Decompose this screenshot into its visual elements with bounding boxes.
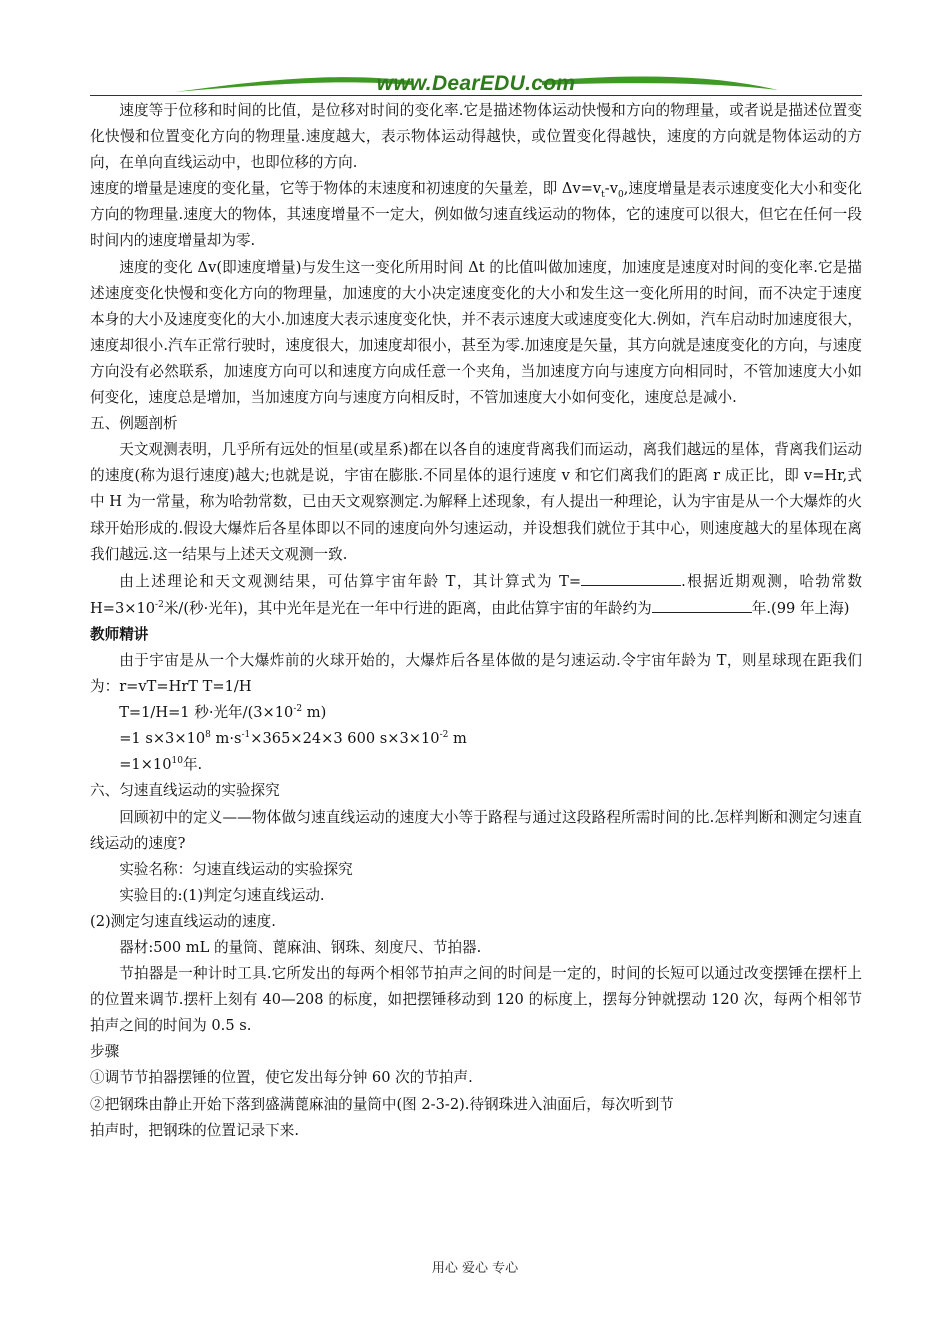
- experiment-purpose-2: (2)测定匀速直线运动的速度.: [90, 912, 276, 930]
- paragraph-explanation: 由于宇宙是从一个大爆炸前的火球开始的，大爆炸后各星体做的是匀速运动.令宇宙年龄为 T，则星球现在距我们为：r=vT=HrT T=1/H: [90, 651, 862, 696]
- paragraph-hubble: 天文观测表明，几乎所有远处的恒星(或星系)都在以各自的速度背离我们而运动，离我们越远的星体，背离我们运动的速度(称为退行速度)越大;也就是说，宇宙在膨胀.不同星体的退行速度 v 和它们离我们的距离 r 成正比，即 v=Hr,式中 H 为一常量，称为哈勃常数，已由天文观察测定.为解释上述现象，有人提出一种理论，认为宇宙是从一个大爆炸的火球开始形成的.假设大爆炸后各星体即以不同的速度向外匀速运动，并设想我们就位于其中心，则速度越大的星体现在离我们越远.这一结果与上述天文观测一致.: [90, 441, 862, 563]
- paragraph-review: 回顾初中的定义——物体做匀速直线运动的速度大小等于路程与通过这段路程所需时间的比.怎样判断和测定匀速直线运动的速度?: [90, 808, 862, 852]
- experiment-purpose-1: 实验目的:(1)判定匀速直线运动.: [119, 886, 325, 904]
- step-2-continued: 拍声时，把钢珠的位置记录下来.: [90, 1121, 299, 1139]
- paragraph-acceleration: 速度的变化 Δv(即速度增量)与发生这一变化所用时间 Δt 的比值叫做加速度，加速度是速度对时间的变化率.它是描述速度变化快慢和变化方向的物理量，加速度的大小决定速度变化的大小和发生这一变化所用的时间，而不决定于速度本身的大小及速度变化的大小.加速度大表示速度变化快，并不表示速度大或速度变化大.例如，汽车启动时加速度很大，速度却很小.汽车正常行驶时，速度很大，加速度却很小，甚至为零.加速度是矢量，其方向就是速度变化的方向，与速度方向没有必然联系，加速度方向可以和速度方向成任意一个夹角，当加速度方向与速度方向相同时，不管加速度大小如何变化，速度总是增加，当加速度方向与速度方向相反时，不管加速度大小如何变化，速度总是减小.: [90, 258, 862, 407]
- equation-line-1: T=1/H=1 秒·光年$/(3\times 10^{-2}$ m): [119, 704, 327, 722]
- answer-blank-2: [652, 595, 752, 613]
- section-heading-experiment: 六、匀速直线运动的实验探究: [90, 782, 280, 800]
- paragraph-metronome: 节拍器是一种计时工具.它所发出的每两个相邻节拍声之间的时间是一定的，时间的长短可以通过改变摆锤在摆杆上的位置来调节.摆杆上刻有 40—208 的标度，如把摆锤移动到 120 的标度上，摆每分钟就摆动 120 次，每两个相邻节拍声之间的时间为 0.5 s.: [90, 965, 862, 1035]
- section-heading-examples: 五、例题剖析: [90, 415, 178, 433]
- experiment-name: 实验名称：匀速直线运动的实验探究: [119, 860, 353, 878]
- page-footer: 用心 爱心 专心: [431, 1261, 519, 1276]
- teacher-heading: 教师精讲: [90, 625, 149, 643]
- experiment-materials: 器材:500 mL 的量筒、蓖麻油、钢珠、刻度尺、节拍器.: [119, 939, 482, 956]
- answer-blank-1: [581, 568, 681, 586]
- step-2: ②把钢珠由静止开始下落到盛满蓖麻油的量筒中(图 2-3-2).待钢珠进入油面后，每次听到节: [90, 1095, 674, 1113]
- step-1: ①调节节拍器摆锤的位置，使它发出每分钟 60 次的节拍声.: [90, 1069, 473, 1087]
- paragraph-velocity-increment: 速度的增量是速度的变化量，它等于物体的末速度和初速度的矢量差，即 $\Delta v=v_t-v_0$,速度增量是表示速度变化大小和变化方向的物理量.速度大的物体，其速度增量不一定大，例如做匀速直线运动的物体，它的速度可以很大，但它在任何一段时间内的速度增量却为零.: [90, 180, 862, 250]
- paragraph-velocity-definition: 速度等于位移和时间的比值，是位移对时间的变化率.它是描述物体运动快慢和方向的物理量，或者说是描述位置变化快慢和位置变化方向的物理量.速度越大，表示物体运动得越快，或位置变化得越快，速度的方向就是物体运动的方向，在单向直线运动中，也即位移的方向.: [90, 102, 862, 172]
- document-body: [90, 98, 862, 1144]
- steps-heading: 步骤: [90, 1043, 120, 1061]
- paragraph-question: 由上述理论和天文观测结果，可估算宇宙年龄 T，其计算式为 T= .根据近期观测，哈勃常数 $H=3\times 10^{-2}$米/(秒·光年)，其中光年是光在一年中行进的距离，由此估算宇宙的年龄约为 年.(99 年上海): [90, 568, 862, 622]
- equation-line-2: =1 $s\times 3\times 10^8$ $m\cdot s^{-1}\times 365\times 24\times 3$ 600 $s\times 3\times 10^{-2}$ m: [119, 730, 467, 748]
- equation-line-3: $=1\times 10^{10}$年.: [119, 756, 203, 774]
- site-logo-text[interactable]: www.DearEDU.com: [376, 72, 576, 95]
- header-rule: [90, 95, 862, 96]
- page-header: [90, 70, 862, 98]
